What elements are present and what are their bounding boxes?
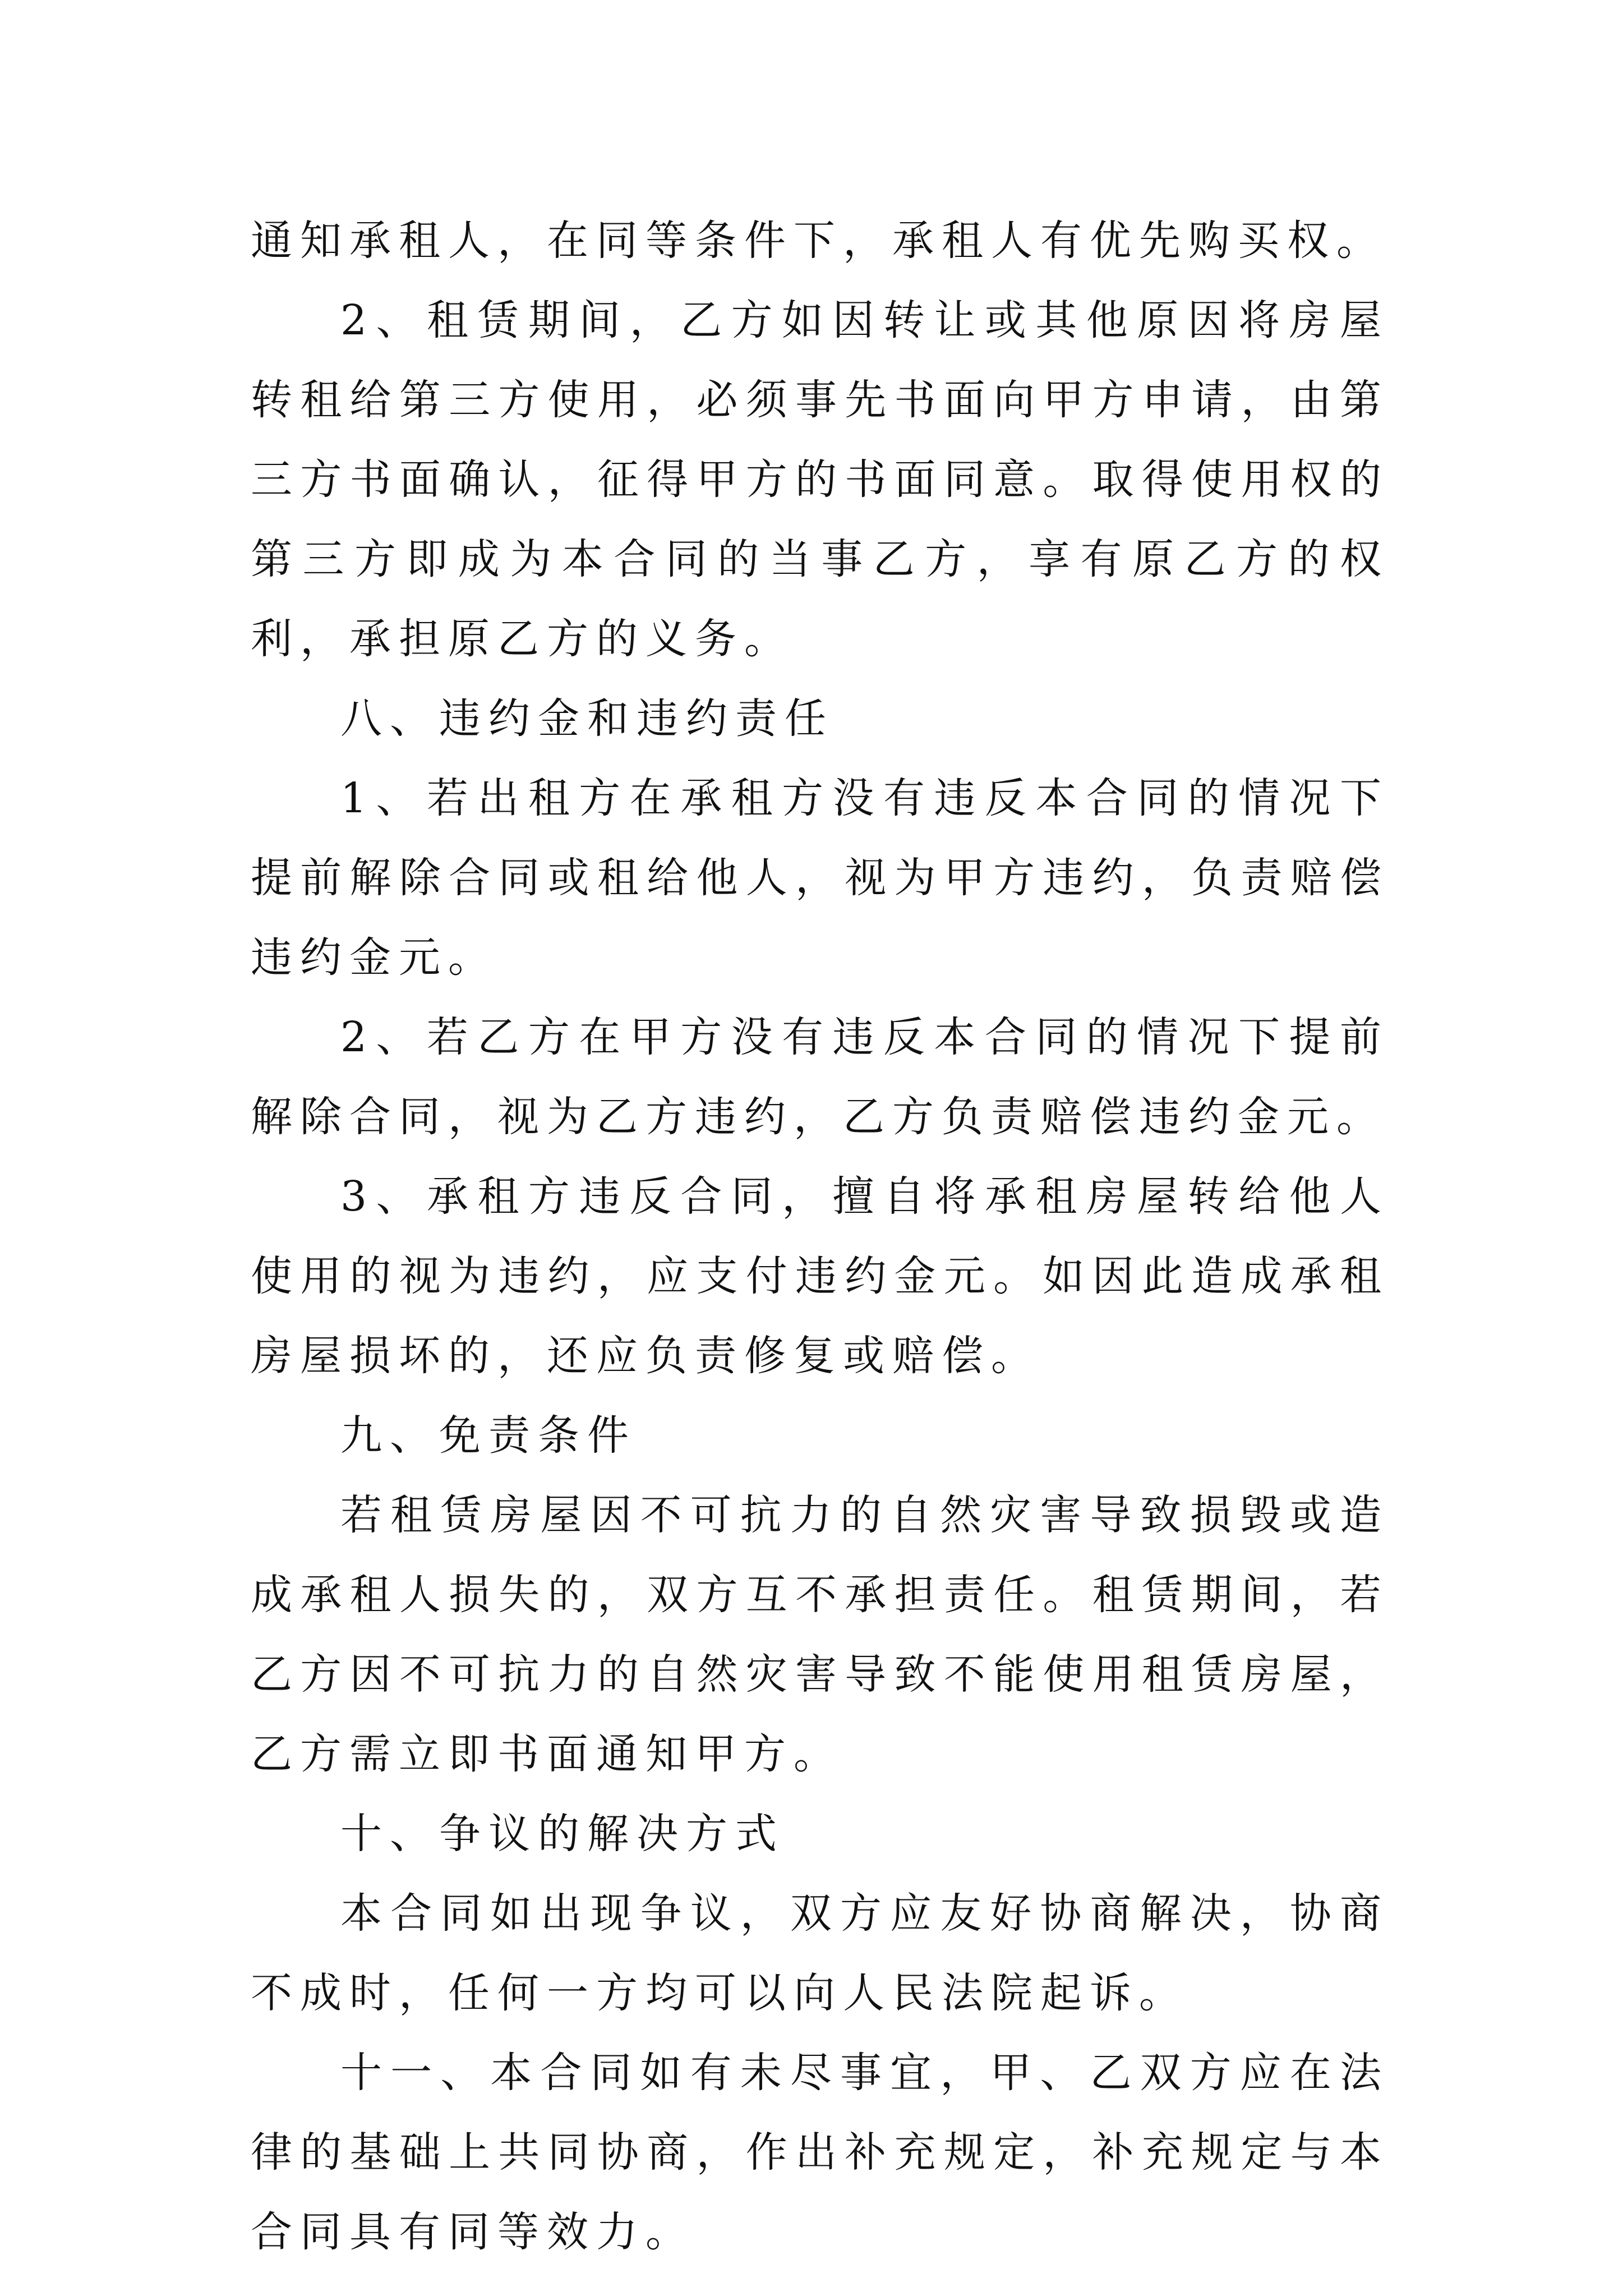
paragraph-supplementary: 十一、本合同如有未尽事宜，甲、乙双方应在法律的基础上共同协商，作出补充规定，补充规定与本合同具有同等效力。 — [251, 2049, 1389, 2256]
paragraph-breach-lessee: 2、若乙方在甲方没有违反本合同的情况下提前解除合同，视为乙方违约，乙方负责赔偿违约金元。 — [251, 1013, 1389, 1141]
paragraph-continuation: 通知承租人，在同等条件下，承租人有优先购买权。 — [251, 217, 1386, 265]
section-heading-dispute: 十、争议的解决方式 — [340, 1810, 785, 1858]
paragraph-dispute-resolution: 本合同如出现争议，双方应友好协商解决，协商不成时，任何一方均可以向人民法院起诉。 — [251, 1889, 1389, 2017]
document-body — [251, 201, 1389, 2272]
section-heading-exemption: 九、免责条件 — [340, 1411, 637, 1460]
paragraph-breach-lessor: 1、若出租方在承租方没有违反本合同的情况下提前解除合同或租给他人，视为甲方违约，负责赔偿违约金元。 — [251, 774, 1389, 982]
section-heading-breach: 八、违约金和违约责任 — [340, 694, 834, 743]
paragraph-breach-sublet: 3、承租方违反合同，擅自将承租房屋转给他人使用的视为违约，应支付违约金元。如因此造成承租房屋损坏的，还应负责修复或赔偿。 — [251, 1172, 1389, 1380]
paragraph-sublease-clause: 2、租赁期间，乙方如因转让或其他原因将房屋转租给第三方使用，必须事先书面向甲方申请，由第三方书面确认，征得甲方的书面同意。取得使用权的第三方即成为本合同的当事乙方，享有原乙方的权利，承担原乙方的义务。 — [251, 296, 1389, 663]
paragraph-force-majeure: 若租赁房屋因不可抗力的自然灾害导致损毁或造成承租人损失的，双方互不承担责任。租赁期间，若乙方因不可抗力的自然灾害导致不能使用租赁房屋，乙方需立即书面通知甲方。 — [251, 1491, 1389, 1778]
